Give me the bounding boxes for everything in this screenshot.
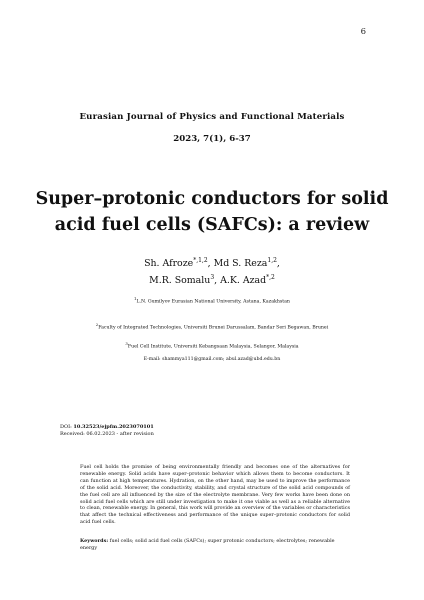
affiliation-1 — [0, 295, 424, 306]
author-name: , A.K. Azad — [214, 274, 267, 286]
affiliation-text: L.N. Gumilyov Eurasian National University, Astana, Kazakhstan — [136, 299, 290, 305]
affiliation-marker: 3 — [125, 341, 128, 346]
paper-title — [30, 186, 394, 238]
doi-label: DOI: — [60, 424, 74, 430]
keywords-list: fuel cells; solid acid fuel cells (SAFCs); super protonic conductors; electrolytes; renewable energy — [80, 538, 335, 551]
title-line-1: Super–protonic conductors for solid — [35, 189, 389, 209]
author-affiliation-marker: 3 — [210, 273, 215, 281]
author-affiliation-marker: 1,2 — [267, 257, 277, 264]
affiliation-marker: 1 — [134, 296, 137, 301]
article-metadata — [60, 424, 154, 439]
page-number: 6 — [360, 27, 366, 37]
received-date: Received: 06.02.2023 - after revision — [60, 431, 154, 438]
issue-info: 2023, 7(1), 6-37 — [173, 134, 251, 144]
author-affiliation-marker: *,2 — [266, 273, 275, 281]
affiliation-marker: 2 — [95, 322, 99, 327]
affiliation-3 — [0, 340, 424, 351]
abstract-text: Fuel cell holds the promise of being environmentally friendly and becomes one of the alternatives for renewable energy. Solid acids have super–protonic behavior which allows them to become conductors. It can function at high temperatures. Hydration, on the other hand, may be used to improve the performance of the solid acid. Moreover, the conductivity, stability, and crystal structure of the solid acid compounds of the fuel cell are all influenced by the size of the electrolyte membrane. Very few works have been done on solid acid fuel cells which are still under investigation to make it one viable as well as a reliable alternative to clean, renewable energy. In general, this work will provide an overview of the variables or characteristics that affect the technical effectiveness and performance of the unique super–protonic conductors for solid acid fuel cells. — [80, 464, 350, 526]
author-name: M.R. Somalu — [149, 274, 211, 286]
keywords — [80, 538, 350, 552]
doi-line — [60, 424, 154, 431]
author-name: Sh. Afroze — [144, 258, 194, 270]
journal-name: Eurasian Journal of Physics and Functional Materials — [79, 112, 345, 122]
affiliation-2 — [0, 321, 424, 332]
author-affiliation-marker: *,1,2 — [193, 257, 208, 264]
keywords-label: Keywords: — [80, 538, 109, 544]
author-line-1: Sh. Afroze$^{*,1,2}$, Md S. Reza$^{1,2}$, — [144, 257, 280, 270]
affiliation-text: Fuel Cell Institute, Universiti Kebangsaan Malaysia, Selangor, Malaysia — [127, 344, 299, 350]
author-list — [0, 254, 424, 287]
author-line-2 — [0, 271, 424, 288]
author-name: , Md S. Reza — [207, 258, 268, 270]
doi-link[interactable]: 10.32523/ejpfm.2023070101 — [73, 424, 154, 430]
affiliation-text: Faculty of Integrated Technologies, Universiti Brunei Darussalam, Bandar Seri Begawan, Brunei — [98, 325, 329, 331]
contact-email: E-mail: shammya111@gmail.com; abul.azad@ubd.edu.bn — [143, 357, 281, 362]
title-line-2: acid fuel cells (SAFCs): a review — [54, 215, 370, 235]
